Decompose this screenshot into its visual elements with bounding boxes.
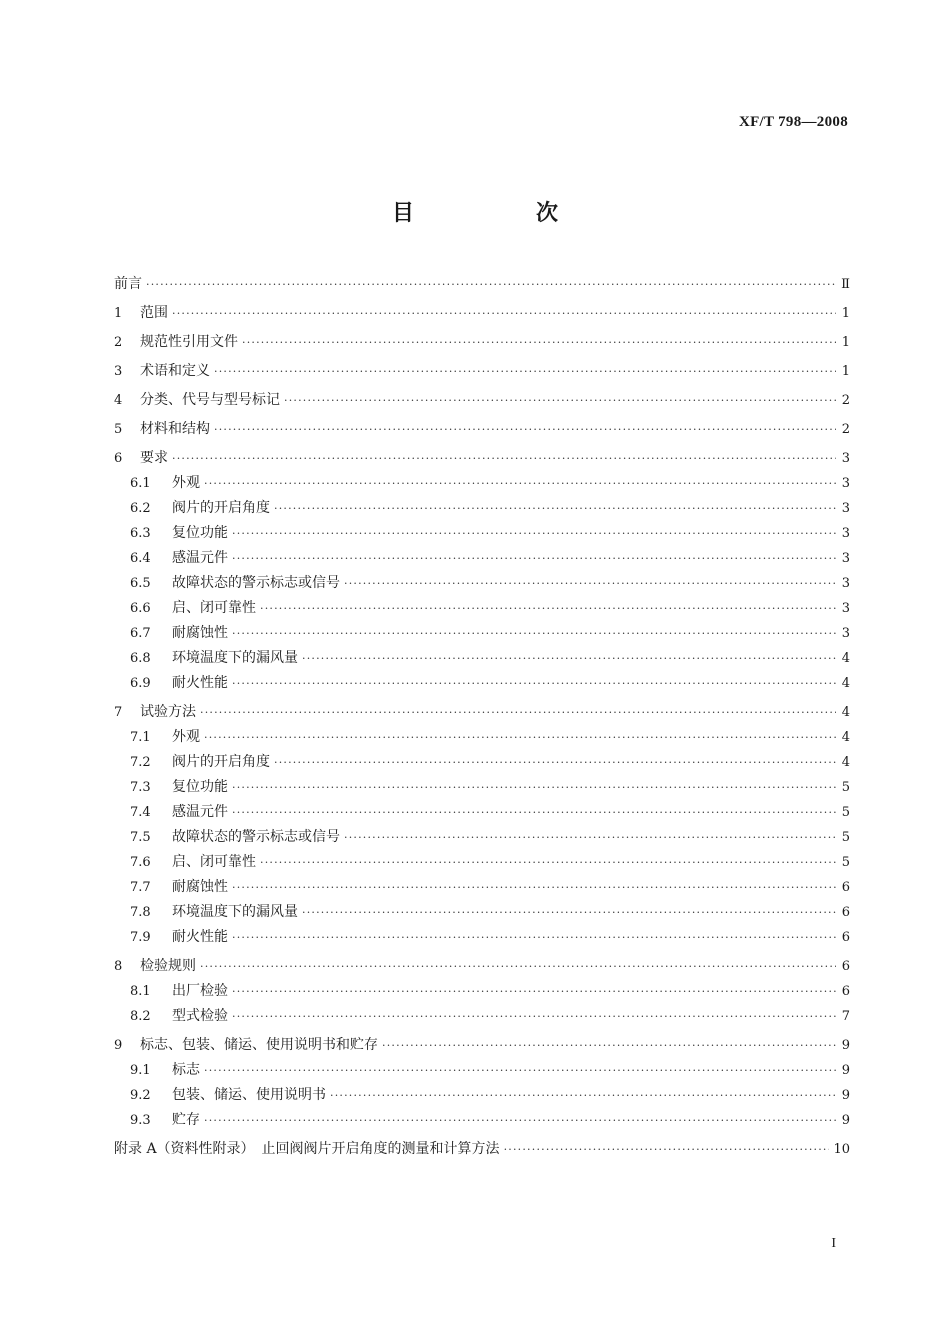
dot-leader [204,1058,836,1083]
dot-leader [302,646,836,671]
dot-leader [330,1083,836,1108]
toc-entry[interactable] [114,954,850,979]
toc-entry[interactable] [114,359,850,384]
toc-entry[interactable] [114,800,850,825]
dot-leader [204,1108,836,1133]
toc-entry[interactable] [114,471,850,496]
toc-entry-title: 故障状态的警示标志或信号 [172,829,340,845]
dot-leader [242,330,836,355]
toc-entry-title: 感温元件 [172,550,228,566]
toc-entry-page: 4 [841,676,850,691]
toc-entry-title: 附录 A（资料性附录） 止回阀阀片开启角度的测量和计算方法 [114,1141,500,1157]
toc-entry-page: 6 [841,959,850,974]
toc-entry-page: 6 [841,880,850,895]
toc-entry-page: 5 [841,780,850,795]
toc-entry-page: 6 [841,930,850,945]
dot-leader [200,954,836,979]
dot-leader [232,671,836,696]
toc-entry-number: 9.2 [130,1088,151,1103]
toc-entry-title: 检验规则 [140,958,196,974]
toc-entry-number: 7.1 [130,730,151,745]
toc-entry[interactable] [114,330,850,355]
toc-entry-title: 耐火性能 [172,929,228,945]
toc-entry-page: 4 [841,651,850,666]
toc-entry-number: 6.1 [130,476,151,491]
toc-entry-number: 7.5 [130,830,151,845]
toc-entry-number: 9 [114,1038,123,1053]
toc-entry[interactable] [114,621,850,646]
toc-entry-title: 耐腐蚀性 [172,625,228,641]
toc-entry[interactable] [114,596,850,621]
dot-leader [274,496,836,521]
dot-leader [214,417,836,442]
toc-entry[interactable] [114,979,850,1004]
toc-entry-title: 耐腐蚀性 [172,879,228,895]
toc-entry-number: 7.6 [130,855,151,870]
toc-entry-page: 6 [841,905,850,920]
toc-entry-page: 1 [841,306,850,321]
toc-entry[interactable] [114,1083,850,1108]
toc-entry[interactable] [114,301,850,326]
dot-leader [232,1004,836,1029]
dot-leader [204,471,836,496]
dot-leader [232,875,836,900]
dot-leader [344,825,836,850]
toc-entry[interactable] [114,900,850,925]
toc-entry-page: 2 [841,422,850,437]
toc-entry-title: 复位功能 [172,525,228,541]
dot-leader [504,1137,830,1162]
toc-entry-number: 3 [114,364,123,379]
toc-entry[interactable] [114,825,850,850]
toc-entry-page: 9 [841,1038,850,1053]
toc-entry[interactable] [114,700,850,725]
dot-leader [344,571,836,596]
toc-entry-number: 7.7 [130,880,151,895]
dot-leader [146,272,836,297]
toc-entry[interactable] [114,1137,850,1162]
toc-entry-title: 前言 [114,276,142,292]
toc-entry-title: 范围 [140,305,168,321]
toc-entry-number: 7.9 [130,930,151,945]
toc-entry-number: 2 [114,335,123,350]
dot-leader [232,621,836,646]
toc-entry-page: 1 [841,335,850,350]
toc-entry-title: 贮存 [172,1112,200,1128]
toc-entry-number: 6.7 [130,626,151,641]
toc-entry-number: 1 [114,306,123,321]
toc-entry-page: 4 [841,705,850,720]
toc-entry-page: 3 [841,626,850,641]
toc-entry-title: 规范性引用文件 [140,334,238,350]
toc-entry-title: 外观 [172,475,200,491]
toc-entry[interactable] [114,1058,850,1083]
toc-entry-title: 试验方法 [140,704,196,720]
toc-entry-number: 8.1 [130,984,151,999]
toc-entry[interactable] [114,925,850,950]
toc-entry-title: 术语和定义 [140,363,210,379]
toc-entry-page: 5 [841,855,850,870]
dot-leader [382,1033,836,1058]
toc-entry-number: 7.3 [130,780,151,795]
dot-leader [232,800,836,825]
toc-entry[interactable] [114,750,850,775]
toc-entry-number: 7.4 [130,805,151,820]
dot-leader [260,850,836,875]
toc-entry-number: 6.2 [130,501,151,516]
toc-entry[interactable] [114,521,850,546]
toc-entry-page: Ⅱ [841,277,850,292]
toc-entry-title: 外观 [172,729,200,745]
toc-entry-title: 阀片的开启角度 [172,500,270,516]
toc-entry-title: 包装、储运、使用说明书 [172,1087,326,1103]
toc-entry[interactable] [114,1004,850,1029]
toc-entry[interactable] [114,1108,850,1133]
toc-entry-number: 7.8 [130,905,151,920]
dot-leader [284,388,836,413]
toc-entry-page: 1 [841,364,850,379]
page-number: I [831,1236,836,1251]
toc-entry-number: 6 [114,451,123,466]
toc-entry-page: 9 [841,1088,850,1103]
standard-code: XF/T 798—2008 [738,114,848,130]
toc-entry-title: 环境温度下的漏风量 [172,904,298,920]
toc-entry-page: 3 [841,576,850,591]
toc-entry[interactable] [114,446,850,471]
toc-entry-number: 6.6 [130,601,151,616]
toc-entry-page: 7 [841,1009,850,1024]
toc-entry-title: 启、闭可靠性 [172,600,256,616]
toc-entry-number: 9.1 [130,1063,151,1078]
toc-entry-title: 阀片的开启角度 [172,754,270,770]
toc-entry-title: 出厂检验 [172,983,228,999]
toc-entry-page: 3 [841,501,850,516]
toc-entry-page: 9 [841,1063,850,1078]
dot-leader [204,725,836,750]
toc-entry-number: 5 [114,422,123,437]
dot-leader [302,900,836,925]
toc-entry-number: 6.5 [130,576,151,591]
dot-leader [214,359,836,384]
toc-entry-page: 10 [833,1142,850,1157]
toc-entry[interactable] [114,671,850,696]
dot-leader [172,301,836,326]
toc-entry[interactable] [114,875,850,900]
dot-leader [200,700,836,725]
toc-entry-number: 6.4 [130,551,151,566]
toc-entry[interactable] [114,725,850,750]
toc-entry-page: 3 [841,601,850,616]
toc-entry-page: 4 [841,730,850,745]
dot-leader [232,546,836,571]
toc-entry-page: 6 [841,984,850,999]
toc-entry[interactable] [114,646,850,671]
toc-entry[interactable] [114,496,850,521]
toc-entry[interactable] [114,417,850,442]
toc-entry-page: 4 [841,755,850,770]
toc-entry-title: 材料和结构 [140,421,210,437]
table-of-contents [114,272,850,1162]
toc-entry-title: 标志 [172,1062,200,1078]
toc-entry-page: 3 [841,476,850,491]
dot-leader [232,925,836,950]
toc-entry-title: 复位功能 [172,779,228,795]
toc-entry[interactable] [114,571,850,596]
toc-entry-title: 环境温度下的漏风量 [172,650,298,666]
toc-entry-page: 3 [841,451,850,466]
toc-entry-number: 4 [114,393,123,408]
toc-entry-number: 6.9 [130,676,151,691]
toc-entry-number: 7.2 [130,755,151,770]
toc-entry-title: 型式检验 [172,1008,228,1024]
toc-entry-number: 6.3 [130,526,151,541]
toc-entry-title: 分类、代号与型号标记 [140,392,280,408]
toc-entry-page: 3 [841,526,850,541]
toc-entry-title: 启、闭可靠性 [172,854,256,870]
toc-entry-page: 5 [841,830,850,845]
page-title: 目 次 [391,201,608,226]
toc-entry[interactable] [114,272,850,297]
toc-entry-number: 7 [114,705,123,720]
toc-entry-title: 耐火性能 [172,675,228,691]
dot-leader [274,750,836,775]
toc-entry-title: 要求 [140,450,168,466]
toc-entry-number: 8.2 [130,1009,151,1024]
toc-entry-number: 6.8 [130,651,151,666]
toc-entry-title: 标志、包装、储运、使用说明书和贮存 [140,1037,378,1053]
toc-entry-page: 9 [841,1113,850,1128]
dot-leader [232,979,836,1004]
dot-leader [172,446,836,471]
toc-entry[interactable] [114,546,850,571]
toc-entry-number: 9.3 [130,1113,151,1128]
toc-entry[interactable] [114,775,850,800]
toc-entry[interactable] [114,850,850,875]
toc-entry-title: 感温元件 [172,804,228,820]
toc-entry[interactable] [114,388,850,413]
toc-entry-page: 5 [841,805,850,820]
dot-leader [232,521,836,546]
toc-entry-page: 2 [841,393,850,408]
toc-entry-number: 8 [114,959,123,974]
dot-leader [232,775,836,800]
toc-entry-title: 故障状态的警示标志或信号 [172,575,340,591]
toc-entry[interactable] [114,1033,850,1058]
toc-entry-page: 3 [841,551,850,566]
dot-leader [260,596,836,621]
